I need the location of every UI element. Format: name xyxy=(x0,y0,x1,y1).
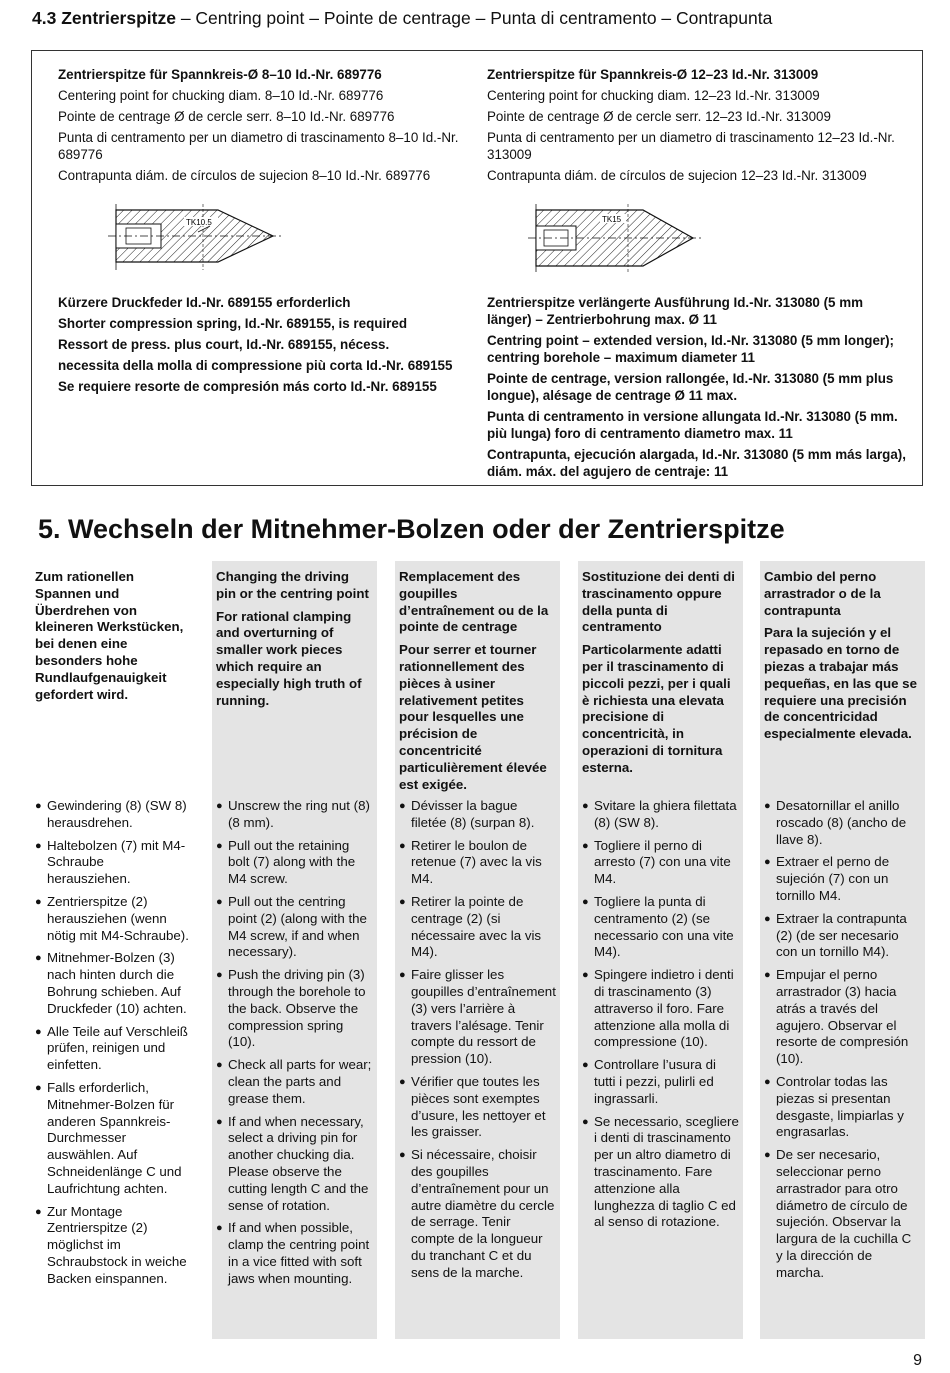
intro-paragraph: Changing the driving pin or the centring point xyxy=(216,569,369,601)
box-right-top-text xyxy=(487,66,907,188)
box-paragraph: Contrapunta, ejecución alargada, Id.-Nr. 313080 (5 mm más larga), diám. máx. del agujero de centraje: 11 xyxy=(487,447,906,479)
box-paragraph: Centering point for chucking diam. 8–10 Id.-Nr. 689776 xyxy=(58,88,384,103)
step-item: ● If and when possible, clamp the centring point in a vice fitted with soft jaws when mounting. xyxy=(216,1220,373,1287)
box-paragraph: Se requiere resorte de compresión más corto Id.-Nr. 689155 xyxy=(58,379,437,394)
step-item: ● Dévisser la bague filetée (8) (surpan 8). xyxy=(399,798,556,832)
step-item: ● Vérifier que toutes les pièces sont exemptes d’usure, les nettoyer et les graisser. xyxy=(399,1074,556,1141)
box-paragraph: Pointe de centrage Ø de cercle serr. 8–10 Id.-Nr. 689776 xyxy=(58,109,395,124)
step-item: ● Mitnehmer-Bolzen (3) nach hinten durch die Bohrung schieben. Auf Druckfeder (10) achten. xyxy=(35,950,191,1017)
step-list xyxy=(35,798,191,1294)
section-number: 4.3 xyxy=(32,8,57,28)
step-item: ● Retirer la pointe de centrage (2) (si nécessaire avec la vis M4). xyxy=(399,894,556,961)
box-paragraph: Zentrierspitze für Spannkreis-Ø 8–10 Id.-Nr. 689776 xyxy=(58,67,382,82)
column-italian xyxy=(578,561,743,1339)
column-spanish xyxy=(760,561,925,1339)
step-item: ● Haltebolzen (7) mit M4-Schraube herausziehen. xyxy=(35,838,191,888)
section-title-de: Zentrierspitze xyxy=(61,8,176,28)
box-paragraph: Zentrierspitze verlängerte Ausführung Id.-Nr. 313080 (5 mm länger) – Zentrierbohrung max. Ø 11 xyxy=(487,295,864,327)
step-item: ● Push the driving pin (3) through the borehole to the back. Observe the compression spring (10). xyxy=(216,967,373,1051)
box-paragraph: Punta di centramento in versione allungata Id.-Nr. 313080 (5 mm. più lunga) foro di centramento diametro max. 11 xyxy=(487,409,898,441)
box-paragraph: Punta di centramento per un diametro di trascinamento 8–10 Id.-Nr. 689776 xyxy=(58,130,459,162)
step-item: ● Check all parts for wear; clean the parts and grease them. xyxy=(216,1057,373,1107)
box-paragraph: Kürzere Druckfeder Id.-Nr. 689155 erforderlich xyxy=(58,295,351,310)
centring-point-drawing-small xyxy=(108,200,288,278)
box-paragraph: Ressort de press. plus court, Id.-Nr. 689155, nécess. xyxy=(58,337,390,352)
box-paragraph: Shorter compression spring, Id.-Nr. 689155, is required xyxy=(58,316,408,331)
step-item: ● Togliere la punta di centramento (2) (se necessario con una vite M4). xyxy=(582,894,739,961)
step-item: ● Pull out the retaining bolt (7) along with the M4 screw. xyxy=(216,838,373,888)
step-item: ● Desatornillar el anillo roscado (8) (ancho de llave 8). xyxy=(764,798,921,848)
step-item: ● Se necessario, scegliere i denti di trascinamento per un altro diametro di trascinamento. Fare attenzione alla lunghezza di taglio C ed al senso di rotazione. xyxy=(582,1114,739,1232)
box-paragraph: Zentrierspitze für Spannkreis-Ø 12–23 Id.-Nr. 313009 xyxy=(487,67,819,82)
box-right-bottom-text xyxy=(487,294,907,484)
step-item: ● Extraer el perno de sujeción (7) con un tornillo M4. xyxy=(764,854,921,904)
step-item: ● Retirer le boulon de retenue (7) avec la vis M4. xyxy=(399,838,556,888)
box-paragraph: Contrapunta diám. de círculos de sujecion 8–10 Id.-Nr. 689776 xyxy=(58,168,431,183)
step-list xyxy=(764,798,921,1288)
box-paragraph: Punta di centramento per un diametro di trascinamento 12–23 Id.-Nr. 313009 xyxy=(487,130,895,162)
section-heading xyxy=(32,8,932,29)
column-intro xyxy=(216,569,371,709)
step-item: ● Gewindering (8) (SW 8) herausdrehen. xyxy=(35,798,191,832)
intro-paragraph: Zum rationellen Spannen und Überdrehen von kleineren Werkstücken, bei denen eine besonders hohe Rundlaufgenauigkeit gefordert wird. xyxy=(35,569,184,702)
intro-paragraph: Pour serrer et tourner rationnellement des pièces à usiner relativement petites pour lesquelles une précision de concentricité particulièrement élevée est exigée. xyxy=(399,642,547,792)
column-intro xyxy=(582,569,737,777)
box-paragraph: Pointe de centrage, version rallongée, Id.-Nr. 313080 (5 mm plus longue), alésage de centrage Ø 11 max. xyxy=(487,371,894,403)
drawing-label-tk-small: TK10.5 xyxy=(186,218,212,227)
step-item: ● Faire glisser les goupilles d’entraînement (3) vers l’arrière à travers l’alésage. Tenir compte du ressort de pression (10). xyxy=(399,967,556,1068)
column-intro xyxy=(399,569,554,793)
step-list xyxy=(216,798,373,1294)
step-item: ● Zentrierspitze (2) herausziehen (wenn nötig mit M4-Schraube). xyxy=(35,894,191,944)
step-item: ● Unscrew the ring nut (8) (8 mm). xyxy=(216,798,373,832)
box-paragraph: necessita della molla di compressione più corta Id.-Nr. 689155 xyxy=(58,358,453,373)
intro-paragraph: Sostituzione dei denti di trascinamento oppure della punta di centramento xyxy=(582,569,735,635)
column-french xyxy=(395,561,560,1339)
step-item: ● If and when necessary, select a driving pin for another chucking dia. Please observe the cutting length C and the sense of rotation. xyxy=(216,1114,373,1215)
column-intro xyxy=(764,569,919,743)
intro-paragraph: Remplacement des goupilles d’entraînement ou de la pointe de centrage xyxy=(399,569,549,635)
chapter-title: 5. Wechseln der Mitnehmer-Bolzen oder der Zentrierspitze xyxy=(38,514,785,544)
centring-point-drawing-large xyxy=(528,200,708,278)
step-item: ● Alle Teile auf Verschleiß prüfen, reinigen und einfetten. xyxy=(35,1024,191,1074)
intro-paragraph: Cambio del perno arrastrador o de la contrapunta xyxy=(764,569,881,618)
step-item: ● Si nécessaire, choisir des goupilles d’entraînement pour un autre diamètre du cercle de serrage. Tenir compte de la longueur du tranchant C et du sens de la marche. xyxy=(399,1147,556,1281)
box-left-bottom-text xyxy=(58,294,468,399)
step-item: ● Empujar el perno arrastrador (3) hacia atrás a través del agujero. Observar el resorte de compresión (10). xyxy=(764,967,921,1068)
step-item: ● Controlar todas las piezas si presentan desgaste, limpiarlas y engrasarlas. xyxy=(764,1074,921,1141)
intro-paragraph: Particolarmente adatti per il trascinamento di piccoli pezzi, per i quali è richiesta una elevata precisione di concentricità, in operazioni di tornitura esterna. xyxy=(582,642,731,775)
step-item: ● Svitare la ghiera filettata (8) (SW 8). xyxy=(582,798,739,832)
box-paragraph: Centering point for chucking diam. 12–23 Id.-Nr. 313009 xyxy=(487,88,820,103)
step-list xyxy=(399,798,556,1288)
step-item: ● Togliere il perno di arresto (7) con una vite M4. xyxy=(582,838,739,888)
step-item: ● Pull out the centring point (2) (along with the M4 screw, if and when necessary). xyxy=(216,894,373,961)
step-item: ● Extraer la contrapunta (2) (de ser necesario con un tornillo M4). xyxy=(764,911,921,961)
step-item: ● Zur Montage Zentrierspitze (2) möglichst im Schraubstock in weiche Backen einspannen. xyxy=(35,1204,191,1288)
box-left-top-text xyxy=(58,66,468,188)
column-german xyxy=(31,561,195,1339)
drawing-label-tk-large: TK15 xyxy=(602,215,622,224)
step-list xyxy=(582,798,739,1237)
step-item: ● Falls erforderlich, Mitnehmer-Bolzen für anderen Spannkreis-Durchmesser auswählen. Auf Schneidenlänge C und Laufrichtung achten. xyxy=(35,1080,191,1198)
step-item: ● Controllare l’usura di tutti i pezzi, pulirli ed ingrassarli. xyxy=(582,1057,739,1107)
section-title-translations: – Centring point – Pointe de centrage – Punta di centramento – Contrapunta xyxy=(175,8,773,28)
column-english xyxy=(212,561,377,1339)
box-paragraph: Contrapunta diám. de círculos de sujecion 12–23 Id.-Nr. 313009 xyxy=(487,168,867,183)
step-item: ● Spingere indietro i denti di trascinamento (3) attraverso il foro. Fare attenzione alla molla di compressione (10). xyxy=(582,967,739,1051)
intro-paragraph: Para la sujeción y el repasado en torno de piezas a trabajar más pequeñas, en las que se requiere una precisión de concentricidad especialmente elevada. xyxy=(764,625,917,742)
box-paragraph: Pointe de centrage Ø de cercle serr. 12–23 Id.-Nr. 313009 xyxy=(487,109,831,124)
column-intro xyxy=(35,569,189,703)
box-paragraph: Centring point – extended version, Id.-Nr. 313080 (5 mm longer); centring borehole – maximum diameter 11 xyxy=(487,333,895,365)
page-number: 9 xyxy=(913,1352,922,1369)
intro-paragraph: For rational clamping and overturning of smaller work pieces which require an especially high truth of running. xyxy=(216,608,362,708)
step-item: ● De ser necesario, seleccionar perno arrastrador para otro diámetro de círculo de sujeción. Observar la largura de la cuchilla C y la dirección de marcha. xyxy=(764,1147,921,1281)
